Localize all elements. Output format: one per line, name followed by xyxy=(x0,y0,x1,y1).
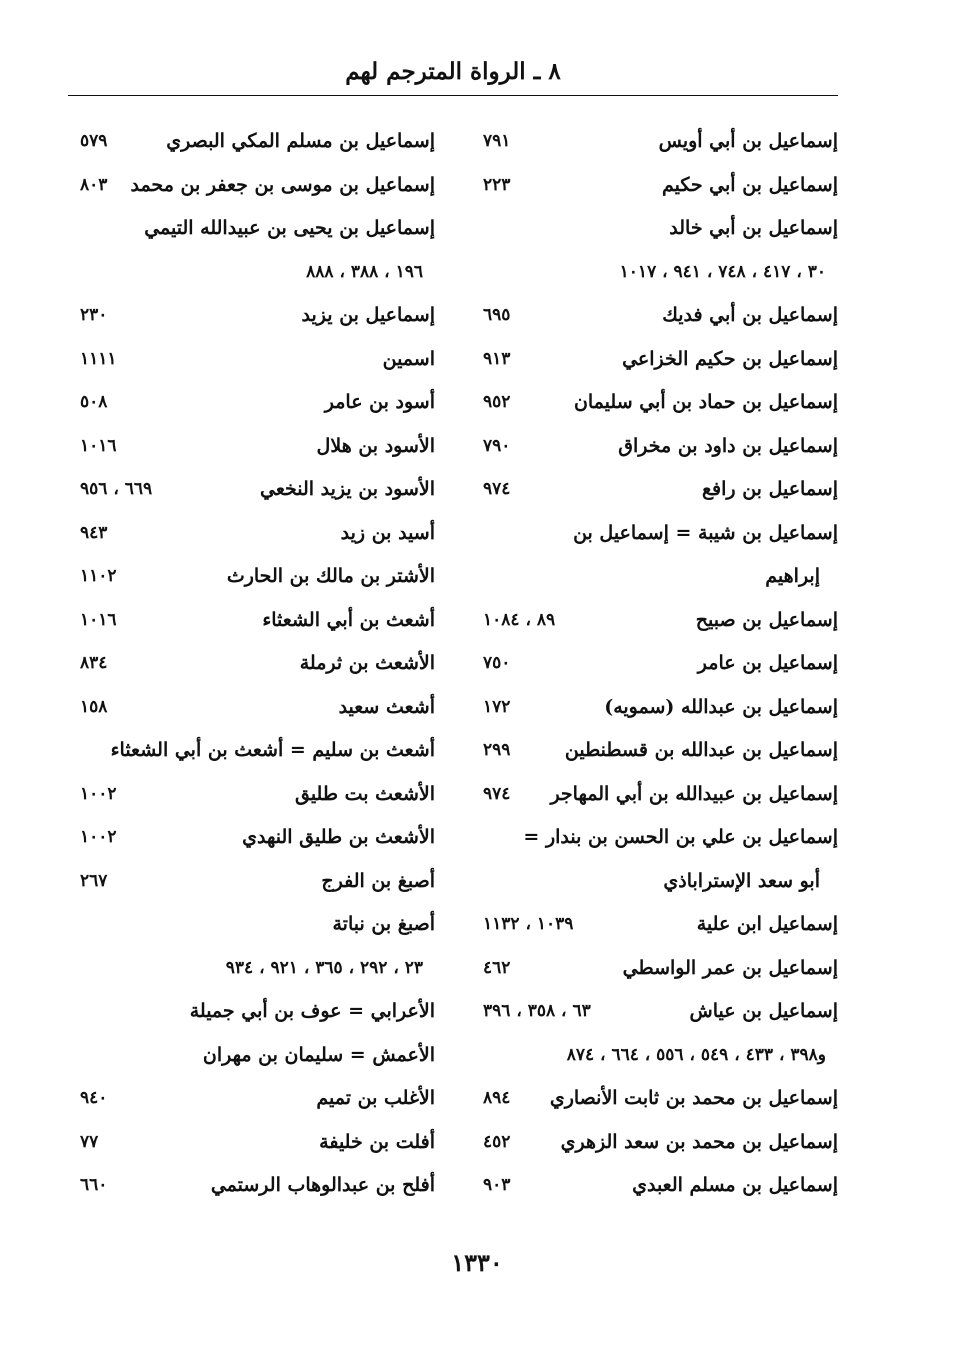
entry-name: إسماعيل بن عبيدالله بن أبي المهاجر xyxy=(550,782,838,805)
entry-name: إسماعيل بن أبي حكيم xyxy=(661,173,838,196)
index-entry xyxy=(483,646,838,690)
entry-page-refs: ٦٦٩ ، ٩٥٦ xyxy=(80,479,153,499)
entry-name: اسمين xyxy=(382,347,435,370)
entry-page-refs: ٢٦٧ xyxy=(80,870,108,891)
entry-page-refs: ٦٣ ، ٣٥٨ ، ٣٩٦ xyxy=(483,1001,591,1021)
index-entry xyxy=(483,907,838,951)
entry-name: إسماعيل بن أبي خالد xyxy=(669,217,838,239)
entry-name: الأسود بن يزيد النخعي xyxy=(259,478,435,500)
index-entry xyxy=(80,951,435,995)
page-number: ١٣٣٠ xyxy=(451,1248,503,1277)
index-entry xyxy=(483,1038,838,1082)
index-entry xyxy=(483,342,838,386)
index-entry xyxy=(483,1081,838,1125)
entry-page-refs: ٩٧٤ xyxy=(483,783,511,804)
entry-name: إسماعيل ابن علية xyxy=(696,913,838,935)
entry-page-refs: ٩٠٣ xyxy=(483,1175,511,1195)
index-entry xyxy=(483,298,838,342)
entry-page-refs: ٧٩١ xyxy=(483,131,511,151)
index-entry xyxy=(80,429,435,473)
entry-name: إسماعيل بن رافع xyxy=(701,478,838,500)
entry-name: إسماعيل بن شيبة = إسماعيل بن xyxy=(573,521,838,544)
entry-page-refs: ٩٤٠ xyxy=(80,1088,108,1108)
entry-name: إسماعيل بن عياش xyxy=(689,1000,838,1022)
entry-name: إسماعيل بن عامر xyxy=(697,652,838,674)
index-entry xyxy=(483,951,838,995)
index-entry xyxy=(80,559,435,603)
entry-name: أصبغ بن الفرج xyxy=(321,869,435,892)
index-entry xyxy=(483,603,838,647)
header-rule xyxy=(68,95,838,96)
entry-name: الأشعث بن طليق النهدي xyxy=(242,826,435,848)
entry-page-refs: ٢٣ ، ٢٩٢ ، ٣٦٥ ، ٩٢١ ، ٩٣٤ xyxy=(225,957,423,978)
entry-page-refs: ٨٩٤ xyxy=(483,1088,511,1108)
index-entry xyxy=(80,342,435,386)
entry-name: إسماعيل بن محمد بن سعد الزهري xyxy=(560,1130,838,1153)
index-entry xyxy=(80,994,435,1038)
entry-name: إسماعيل بن مسلم العبدي xyxy=(632,1174,838,1196)
entry-name: الأعرابي = عوف بن أبي جميلة xyxy=(189,1000,435,1022)
entry-page-refs: ١٧٢ xyxy=(483,696,511,717)
entry-page-refs: ٨٩ ، ١٠٨٤ xyxy=(483,609,556,630)
entry-name: إسماعيل بن علي بن الحسن بن بندار = xyxy=(523,826,838,848)
index-entry xyxy=(483,864,838,908)
index-entry xyxy=(80,211,435,255)
index-entry xyxy=(80,864,435,908)
index-column-right xyxy=(483,124,838,1212)
entry-page-refs: ٩١٣ xyxy=(483,348,511,369)
entry-name: إسماعيل بن يحيى بن عبيدالله التيمي xyxy=(144,217,435,239)
entry-page-refs: ٢٩٩ xyxy=(483,740,511,760)
index-entry xyxy=(483,211,838,255)
index-entry xyxy=(483,690,838,734)
entry-page-refs: ٧٩٠ xyxy=(483,435,511,456)
entry-name: الأسود بن هلال xyxy=(316,434,435,457)
entry-page-refs: و٣٩٨ ، ٤٣٣ ، ٥٤٩ ، ٥٥٦ ، ٦٦٤ ، ٨٧٤ xyxy=(566,1044,826,1065)
entry-page-refs: ٧٥٠ xyxy=(483,653,511,673)
entry-page-refs: ٥٧٩ xyxy=(80,131,108,151)
entry-page-refs: ٩٧٤ xyxy=(483,479,511,499)
index-entry xyxy=(483,733,838,777)
index-entry xyxy=(80,603,435,647)
entry-name: إسماعيل بن يزيد xyxy=(301,304,435,326)
entry-page-refs: ١٠١٦ xyxy=(80,435,117,456)
index-entry xyxy=(80,472,435,516)
entry-name: إسماعيل بن عبدالله بن قسطنطين xyxy=(564,739,838,761)
index-column-left xyxy=(80,124,435,1212)
entry-name: أسود بن عامر xyxy=(324,391,435,413)
index-entry xyxy=(80,385,435,429)
entry-name: إسماعيل بن أبي أويس xyxy=(658,130,838,152)
index-entry xyxy=(80,820,435,864)
index-entry xyxy=(483,559,838,603)
entry-page-refs: ٩٤٣ xyxy=(80,522,108,543)
index-entry xyxy=(80,1038,435,1082)
index-entry xyxy=(80,777,435,821)
entry-name: أفلح بن عبدالوهاب الرستمي xyxy=(210,1174,435,1196)
entry-name: إسماعيل بن داود بن مخراق xyxy=(618,434,838,457)
entry-page-refs: ١٥٨ xyxy=(80,696,108,717)
entry-page-refs: ١٠٠٢ xyxy=(80,827,117,847)
index-entry xyxy=(483,385,838,429)
entry-name: أشعث سعيد xyxy=(338,695,435,718)
entry-page-refs: ١٠٠٢ xyxy=(80,783,117,804)
entry-name: أصبغ بن نباتة xyxy=(332,913,435,935)
entry-page-refs: ٥٠٨ xyxy=(80,392,108,412)
index-entry xyxy=(80,690,435,734)
entry-name: إسماعيل بن صبيح xyxy=(695,608,838,631)
index-entry xyxy=(80,1168,435,1212)
index-entry xyxy=(80,168,435,212)
entry-name: الأعمش = سليمان بن مهران xyxy=(202,1043,435,1066)
entry-page-refs: ٨٣٤ xyxy=(80,653,108,673)
entry-page-refs: ٣٠ ، ٤١٧ ، ٧٤٨ ، ٩٤١ ، ١٠١٧ xyxy=(619,261,826,282)
entry-name: الأشتر بن مالك بن الحارث xyxy=(226,565,435,587)
entry-name: إسماعيل بن حماد بن أبي سليمان xyxy=(573,391,838,413)
entry-page-refs: ١٩٦ ، ٣٨٨ ، ٨٨٨ xyxy=(306,261,423,282)
index-entry xyxy=(80,516,435,560)
entry-name: أشعث بن سليم = أشعث بن أبي الشعثاء xyxy=(110,739,435,761)
entry-name: إسماعيل بن محمد بن ثابت الأنصاري xyxy=(549,1087,838,1109)
entry-name: أفلت بن خليفة xyxy=(319,1130,435,1153)
index-entry xyxy=(80,1125,435,1169)
index-entry xyxy=(483,1168,838,1212)
entry-name: أسيد بن زيد xyxy=(340,521,435,544)
entry-name: الأشعث بن ثرملة xyxy=(299,652,435,674)
index-entry xyxy=(483,994,838,1038)
entry-page-refs: ٨٠٣ xyxy=(80,174,108,195)
entry-page-refs: ٤٦٢ xyxy=(483,957,511,978)
index-entry xyxy=(80,646,435,690)
entry-name: إسماعيل بن موسى بن جعفر بن محمد xyxy=(130,173,435,196)
index-entry xyxy=(483,255,838,299)
entry-name: أبو سعد الإستراباذي xyxy=(663,869,820,892)
entry-page-refs: ٦٦٠ xyxy=(80,1175,108,1195)
running-header-title: ٨ ـ الرواة المترجم لهم xyxy=(345,58,561,85)
entry-name: إسماعيل بن حكيم الخزاعي xyxy=(622,347,838,370)
entry-name: إبراهيم xyxy=(765,565,820,587)
entry-name: الأشعث بت طليق xyxy=(294,782,435,805)
index-entry xyxy=(80,733,435,777)
index-entry xyxy=(483,124,838,168)
index-entry xyxy=(483,516,838,560)
entry-page-refs: ١١١١ xyxy=(80,348,117,369)
index-entry xyxy=(483,1125,838,1169)
entry-page-refs: ١٠١٦ xyxy=(80,609,117,630)
entry-page-refs: ٢٣٠ xyxy=(80,305,108,325)
entry-name: إسماعيل بن مسلم المكي البصري xyxy=(166,130,435,152)
index-entry xyxy=(483,429,838,473)
index-entry xyxy=(483,820,838,864)
index-entry xyxy=(483,472,838,516)
entry-name: إسماعيل بن عبدالله (سمويه) xyxy=(604,695,838,718)
entry-page-refs: ١١٠٢ xyxy=(80,566,117,586)
entry-name: أشعث بن أبي الشعثاء xyxy=(262,608,435,631)
entry-page-refs: ٤٥٢ xyxy=(483,1131,511,1152)
index-entry xyxy=(80,255,435,299)
entry-page-refs: ١٠٣٩ ، ١١٣٢ xyxy=(483,914,574,934)
index-entry xyxy=(80,907,435,951)
index-entry xyxy=(483,168,838,212)
entry-page-refs: ٧٧ xyxy=(80,1131,99,1152)
entry-page-refs: ٦٩٥ xyxy=(483,305,511,325)
entry-name: الأغلب بن تميم xyxy=(316,1087,435,1109)
index-entry xyxy=(80,1081,435,1125)
entry-page-refs: ٢٢٣ xyxy=(483,174,511,195)
index-entry xyxy=(80,298,435,342)
entry-page-refs: ٩٥٢ xyxy=(483,392,511,412)
index-entry xyxy=(80,124,435,168)
index-entry xyxy=(483,777,838,821)
entry-name: إسماعيل بن عمر الواسطي xyxy=(622,956,838,979)
entry-name: إسماعيل بن أبي فديك xyxy=(662,304,838,326)
